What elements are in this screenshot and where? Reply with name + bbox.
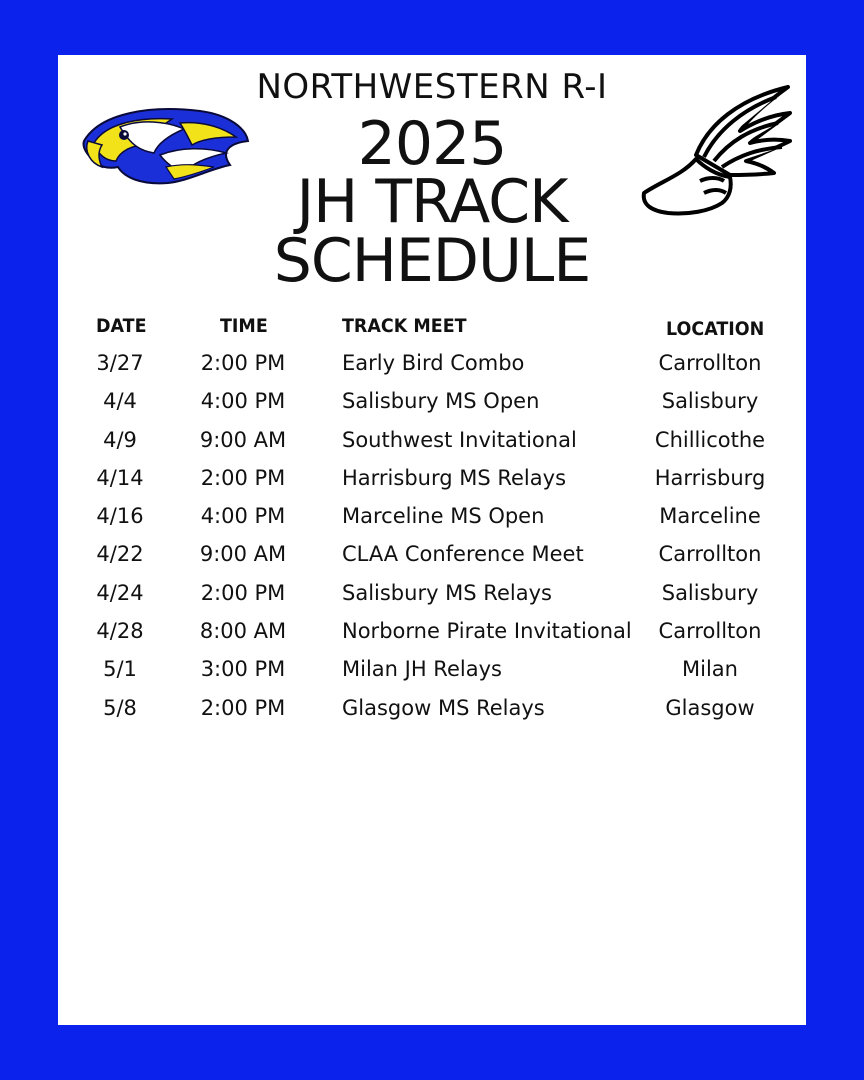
row-date: 4/22 <box>96 542 144 567</box>
table-row <box>58 581 806 619</box>
schedule-table <box>58 351 806 734</box>
row-location: Glasgow <box>665 695 755 720</box>
row-location: Carrollton <box>658 351 762 375</box>
column-header-date: DATE <box>96 315 147 337</box>
school-name: NORTHWESTERN R-I <box>256 67 608 107</box>
table-row <box>58 542 806 580</box>
row-time: 9:00 AM <box>199 542 287 567</box>
row-meet: Salisbury MS Relays <box>342 580 552 605</box>
row-time: 3:00 PM <box>200 657 286 682</box>
row-location: Chillicothe <box>654 427 766 452</box>
row-date: 4/24 <box>96 580 144 605</box>
row-location: Carrollton <box>658 619 762 644</box>
table-row <box>58 619 806 657</box>
row-time: 2:00 PM <box>200 351 286 375</box>
row-time: 9:00 AM <box>199 427 287 452</box>
row-location: Salisbury <box>661 389 759 414</box>
row-date: 4/9 <box>103 427 137 452</box>
title-jh-track: JH TRACK <box>296 167 568 237</box>
row-meet: Glasgow MS Relays <box>342 695 545 720</box>
table-row <box>58 351 806 389</box>
row-time: 4:00 PM <box>200 504 286 529</box>
title-year: 2025 <box>357 109 507 179</box>
row-meet: Milan JH Relays <box>342 657 502 682</box>
table-row <box>58 657 806 695</box>
row-location: Marceline <box>659 504 761 529</box>
column-header-track-meet: TRACK MEET <box>342 315 467 337</box>
row-meet: Salisbury MS Open <box>342 389 540 414</box>
row-location: Carrollton <box>658 542 762 567</box>
row-location: Harrisburg <box>654 465 766 490</box>
column-header-location: LOCATION <box>666 318 765 340</box>
table-row <box>58 428 806 466</box>
row-date: 4/14 <box>96 465 144 490</box>
row-meet: Harrisburg MS Relays <box>342 465 567 490</box>
row-date: 5/8 <box>103 695 137 720</box>
row-meet: Marceline MS Open <box>342 504 545 529</box>
row-meet: CLAA Conference Meet <box>342 542 584 567</box>
row-meet: Southwest Invitational <box>342 427 577 452</box>
row-time: 2:00 PM <box>200 465 286 490</box>
row-meet: Early Bird Combo <box>342 351 525 375</box>
row-time: 2:00 PM <box>200 695 286 720</box>
table-row <box>58 466 806 504</box>
title-schedule: SCHEDULE <box>273 226 591 296</box>
table-row <box>58 504 806 542</box>
row-date: 4/4 <box>103 389 137 414</box>
schedule-card <box>58 55 806 1025</box>
row-time: 2:00 PM <box>200 580 286 605</box>
row-time: 4:00 PM <box>200 389 286 414</box>
row-location: Salisbury <box>661 580 759 605</box>
row-location: Milan <box>682 657 738 682</box>
table-row <box>58 696 806 734</box>
row-date: 3/27 <box>96 351 144 375</box>
column-header-time: TIME <box>220 315 268 337</box>
row-meet: Norborne Pirate Invitational <box>342 619 632 644</box>
row-date: 4/16 <box>96 504 144 529</box>
row-date: 4/28 <box>96 619 144 644</box>
table-row <box>58 389 806 427</box>
row-date: 5/1 <box>103 657 137 682</box>
row-time: 8:00 AM <box>199 619 287 644</box>
